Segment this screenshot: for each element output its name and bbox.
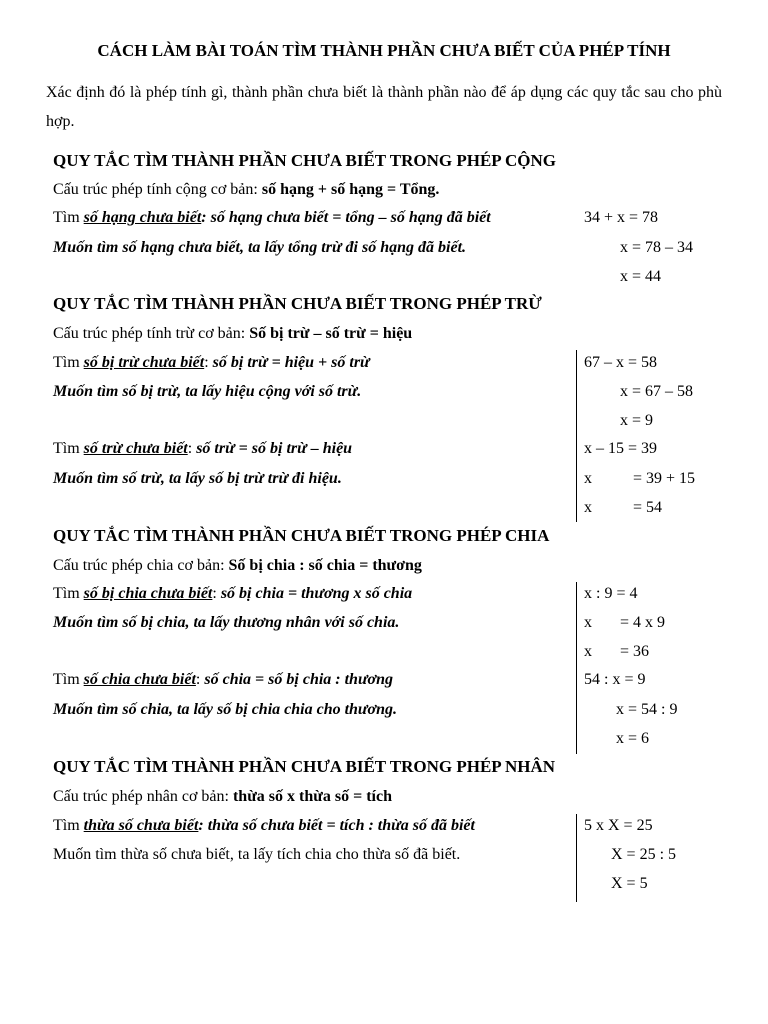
addition-structure-formula: số hạng + số hạng = Tổng. xyxy=(261,181,440,198)
division-find1-rule: số bị chia = thương x số chia xyxy=(220,585,413,602)
subtraction-example2-line-1: x – 15 = 39 xyxy=(584,440,658,457)
multiplication-example-line-2: X = 25 : 5 xyxy=(611,846,677,863)
subtraction-example1-line-1: 67 – x = 58 xyxy=(584,354,658,371)
subtraction-find1-rule: số bị trừ = hiệu + số trừ xyxy=(212,354,370,371)
division-rule1-text: Muốn tìm số bị chia, ta lấy thương nhân với số chia. xyxy=(53,614,400,631)
subtraction-find1-line xyxy=(53,353,370,373)
subtraction-find1-word: Tìm xyxy=(53,354,84,371)
subtraction-heading: QUY TẮC TÌM THÀNH PHẦN CHƯA BIẾT TRONG PHÉP TRỪ xyxy=(53,294,542,313)
division-find2-word: Tìm xyxy=(53,671,84,688)
addition-find-word: Tìm xyxy=(53,209,84,226)
multiplication-structure-prefix: Cấu trúc phép nhân cơ bản: xyxy=(53,788,233,805)
subtraction-rule1-text: Muốn tìm số bị trừ, ta lấy hiệu cộng với số trừ. xyxy=(53,383,362,400)
division-find2-rule: số chia = số bị chia : thương xyxy=(204,671,394,688)
addition-structure xyxy=(53,180,439,200)
subtraction-example1-line-3: x = 9 xyxy=(620,412,654,429)
subtraction-structure xyxy=(53,324,412,344)
division-example1-expr-a: = 4 x 9 xyxy=(620,614,666,631)
subtraction-find2-word: Tìm xyxy=(53,440,84,457)
division-find1-term: số bị chia chưa biết xyxy=(83,585,213,602)
addition-example-line-3: x = 44 xyxy=(620,268,662,285)
intro-paragraph: Xác định đó là phép tính gì, thành phần chưa biết là thành phần nào để áp dụng các quy tắc sau cho phù hợp. xyxy=(46,84,722,130)
division-example1-var-b: x xyxy=(584,643,592,660)
multiplication-example-line-1: 5 x X = 25 xyxy=(584,817,653,834)
division-find2-sep: : xyxy=(195,671,205,688)
division-rule2-text: Muốn tìm số chia, ta lấy số bị chia chia cho thương. xyxy=(53,701,397,718)
division-structure xyxy=(53,556,422,576)
division-example2-line-2: x = 54 : 9 xyxy=(616,701,678,718)
multiplication-find-term: thừa số chưa biết xyxy=(83,817,199,834)
subtraction-find1-term: số bị trừ chưa biết xyxy=(83,354,205,371)
document-title: CÁCH LÀM BÀI TOÁN TÌM THÀNH PHẦN CHƯA BIẾT CỦA PHÉP TÍNH xyxy=(97,41,671,60)
addition-example-line-2: x = 78 – 34 xyxy=(620,239,694,256)
addition-find-term: số hạng chưa biết xyxy=(83,209,202,226)
multiplication-heading: QUY TẮC TÌM THÀNH PHẦN CHƯA BIẾT TRONG PHÉP NHÂN xyxy=(53,757,556,776)
addition-heading: QUY TẮC TÌM THÀNH PHẦN CHƯA BIẾT TRONG PHÉP CỘNG xyxy=(53,151,556,170)
addition-find-line xyxy=(53,208,491,228)
subtraction-find2-rule: số trừ = số bị trừ – hiệu xyxy=(196,440,353,457)
division-structure-formula: Số bị chia : số chia = thương xyxy=(228,557,422,574)
multiplication-structure xyxy=(53,787,392,807)
subtraction-example2-var-a: x xyxy=(584,470,592,487)
subtraction-example2-expr-b: = 54 xyxy=(633,499,663,516)
division-find2-term: số chia chưa biết xyxy=(83,671,196,688)
division-example1-line-1: x : 9 = 4 xyxy=(584,585,638,602)
division-example-divider xyxy=(576,582,577,754)
addition-rule-text: Muốn tìm số hạng chưa biết, ta lấy tổng trừ đi số hạng đã biết. xyxy=(53,239,467,256)
division-example2-line-1: 54 : x = 9 xyxy=(584,671,646,688)
subtraction-structure-prefix: Cấu trúc phép tính trừ cơ bản: xyxy=(53,325,250,342)
division-example2-line-3: x = 6 xyxy=(616,730,650,747)
multiplication-find-rule: : thừa số chưa biết = tích : thừa số đã biết xyxy=(198,817,475,834)
division-example1-var-a: x xyxy=(584,614,592,631)
addition-find-rule: : số hạng chưa biết = tổng – số hạng đã biết xyxy=(201,209,491,226)
subtraction-rule2-text: Muốn tìm số trừ, ta lấy số bị trừ trừ đi hiệu. xyxy=(53,470,342,487)
addition-example-line-1: 34 + x = 78 xyxy=(584,209,659,226)
subtraction-example2-var-b: x xyxy=(584,499,592,516)
subtraction-find2-term: số trừ chưa biết xyxy=(83,440,188,457)
multiplication-example-divider xyxy=(576,814,577,902)
subtraction-find2-line xyxy=(53,439,352,459)
subtraction-find2-sep: : xyxy=(187,440,197,457)
subtraction-example-divider xyxy=(576,350,577,522)
subtraction-example2-expr-a: = 39 + 15 xyxy=(633,470,696,487)
division-heading: QUY TẮC TÌM THÀNH PHẦN CHƯA BIẾT TRONG PHÉP CHIA xyxy=(53,526,550,545)
division-structure-prefix: Cấu trúc phép chia cơ bản: xyxy=(53,557,229,574)
addition-structure-prefix: Cấu trúc phép tính cộng cơ bản: xyxy=(53,181,262,198)
subtraction-find1-sep: : xyxy=(204,354,213,371)
division-example1-expr-b: = 36 xyxy=(620,643,650,660)
subtraction-structure-formula: Số bị trừ – số trừ = hiệu xyxy=(249,325,413,342)
multiplication-example-line-3: X = 5 xyxy=(611,875,648,892)
multiplication-rule-text: Muốn tìm thừa số chưa biết, ta lấy tích chia cho thừa số đã biết. xyxy=(53,846,461,863)
subtraction-example1-line-2: x = 67 – 58 xyxy=(620,383,694,400)
division-find1-word: Tìm xyxy=(53,585,84,602)
division-find1-sep: : xyxy=(212,585,221,602)
division-find2-line xyxy=(53,670,393,690)
multiplication-find-line xyxy=(53,816,475,836)
multiplication-structure-formula: thừa số x thừa số = tích xyxy=(232,788,392,805)
division-find1-line xyxy=(53,584,412,604)
multiplication-find-word: Tìm xyxy=(53,817,84,834)
